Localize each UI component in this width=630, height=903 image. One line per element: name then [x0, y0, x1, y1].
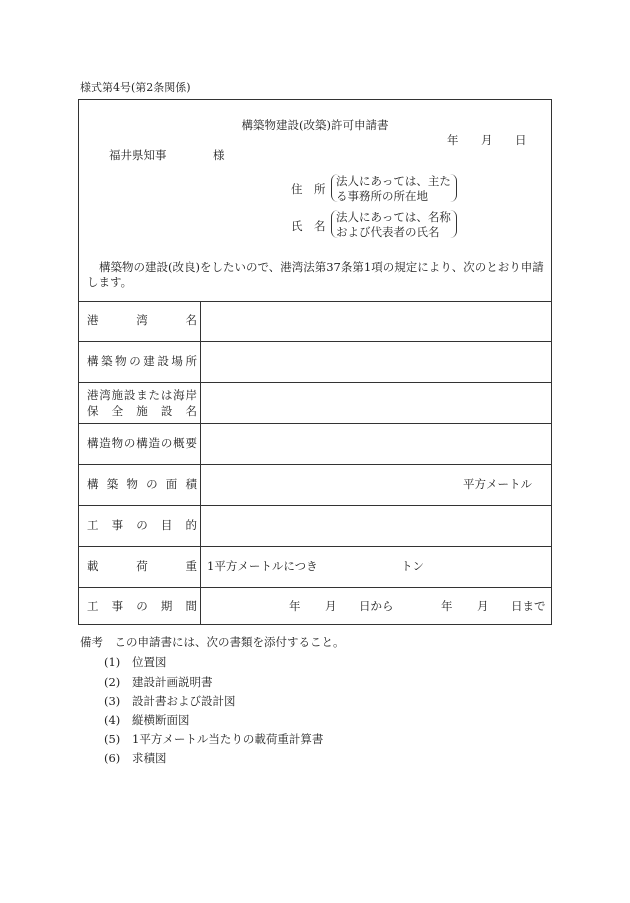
- load-unit: トン: [401, 559, 424, 573]
- port-name-field[interactable]: [201, 301, 551, 341]
- table-row: [79, 424, 551, 465]
- list-item: (5) 1平方メートル当たりの載荷重計算書: [104, 732, 324, 746]
- facility-name-field[interactable]: [201, 383, 551, 423]
- area-unit: 平方メートル: [463, 477, 532, 491]
- form-number-label: 様式第4号(第2条関係): [80, 81, 191, 94]
- name-note-line2: および代表者の氏名: [336, 225, 440, 239]
- address-label: 住 所: [291, 182, 326, 196]
- table-row: [79, 342, 551, 383]
- period-to-year: 年: [441, 599, 453, 613]
- address-note-line1: 法人にあっては、主た: [336, 174, 451, 188]
- document-title: 構築物建設(改築)許可申請書: [241, 118, 389, 132]
- list-item: (6) 求積図: [104, 751, 167, 765]
- notes-heading: 備考 この申請書には、次の書類を添付すること。: [80, 635, 345, 649]
- table-row: [79, 383, 551, 424]
- table-row: [79, 547, 551, 588]
- table-row: [79, 588, 551, 624]
- table-row: [79, 506, 551, 547]
- row-label-facility-line2: 保全施設名: [87, 404, 197, 418]
- row-label-area: 構築物の面積: [87, 477, 197, 491]
- row-label-load: 載荷重: [87, 559, 197, 573]
- list-item: (3) 設計書および設計図: [104, 694, 236, 708]
- construction-site-field[interactable]: [201, 342, 551, 382]
- row-label-period: 工事の期間: [87, 599, 197, 613]
- name-note-line1: 法人にあっては、名称: [336, 210, 451, 224]
- list-item: (2) 建設計画説明書: [104, 675, 213, 689]
- date-month: 月: [481, 133, 493, 147]
- row-label-construction-site: 構築物の建設場所: [87, 354, 197, 368]
- date-day: 日: [515, 133, 527, 147]
- address-note-line2: る事務所の所在地: [336, 189, 428, 203]
- list-item: (4) 縦横断面図: [104, 713, 190, 727]
- table-row: [79, 465, 551, 506]
- list-item: (1) 位置図: [104, 655, 167, 669]
- load-prefix: 1平方メートルにつき: [207, 559, 318, 573]
- name-label: 氏 名: [291, 219, 326, 233]
- load-field[interactable]: [201, 547, 551, 587]
- period-field[interactable]: [201, 588, 551, 624]
- row-label-structure-outline: 構造物の構造の概要: [87, 436, 197, 450]
- row-label-facility-line1: 港湾施設または海岸: [87, 388, 197, 402]
- form-header: [79, 100, 551, 302]
- row-label-purpose: 工事の目的: [87, 518, 197, 532]
- period-from-month: 月: [325, 599, 337, 613]
- application-form: [78, 99, 552, 625]
- date-year: 年: [447, 133, 459, 147]
- row-label-port-name: 港湾名: [87, 313, 197, 327]
- honorific: 様: [213, 148, 225, 162]
- addressee: 福井県知事: [109, 148, 167, 162]
- application-statement: 構築物の建設(改良)をしたいので、港湾法第37条第1項の規定により、次のとおり申請します。: [87, 260, 544, 289]
- area-field[interactable]: [201, 465, 551, 505]
- period-from-day: 日から: [359, 599, 394, 613]
- period-to-month: 月: [477, 599, 489, 613]
- period-to-day: 日まで: [511, 599, 546, 613]
- table-row: [79, 301, 551, 342]
- period-from-year: 年: [289, 599, 301, 613]
- purpose-field[interactable]: [201, 506, 551, 546]
- structure-outline-field[interactable]: [201, 424, 551, 464]
